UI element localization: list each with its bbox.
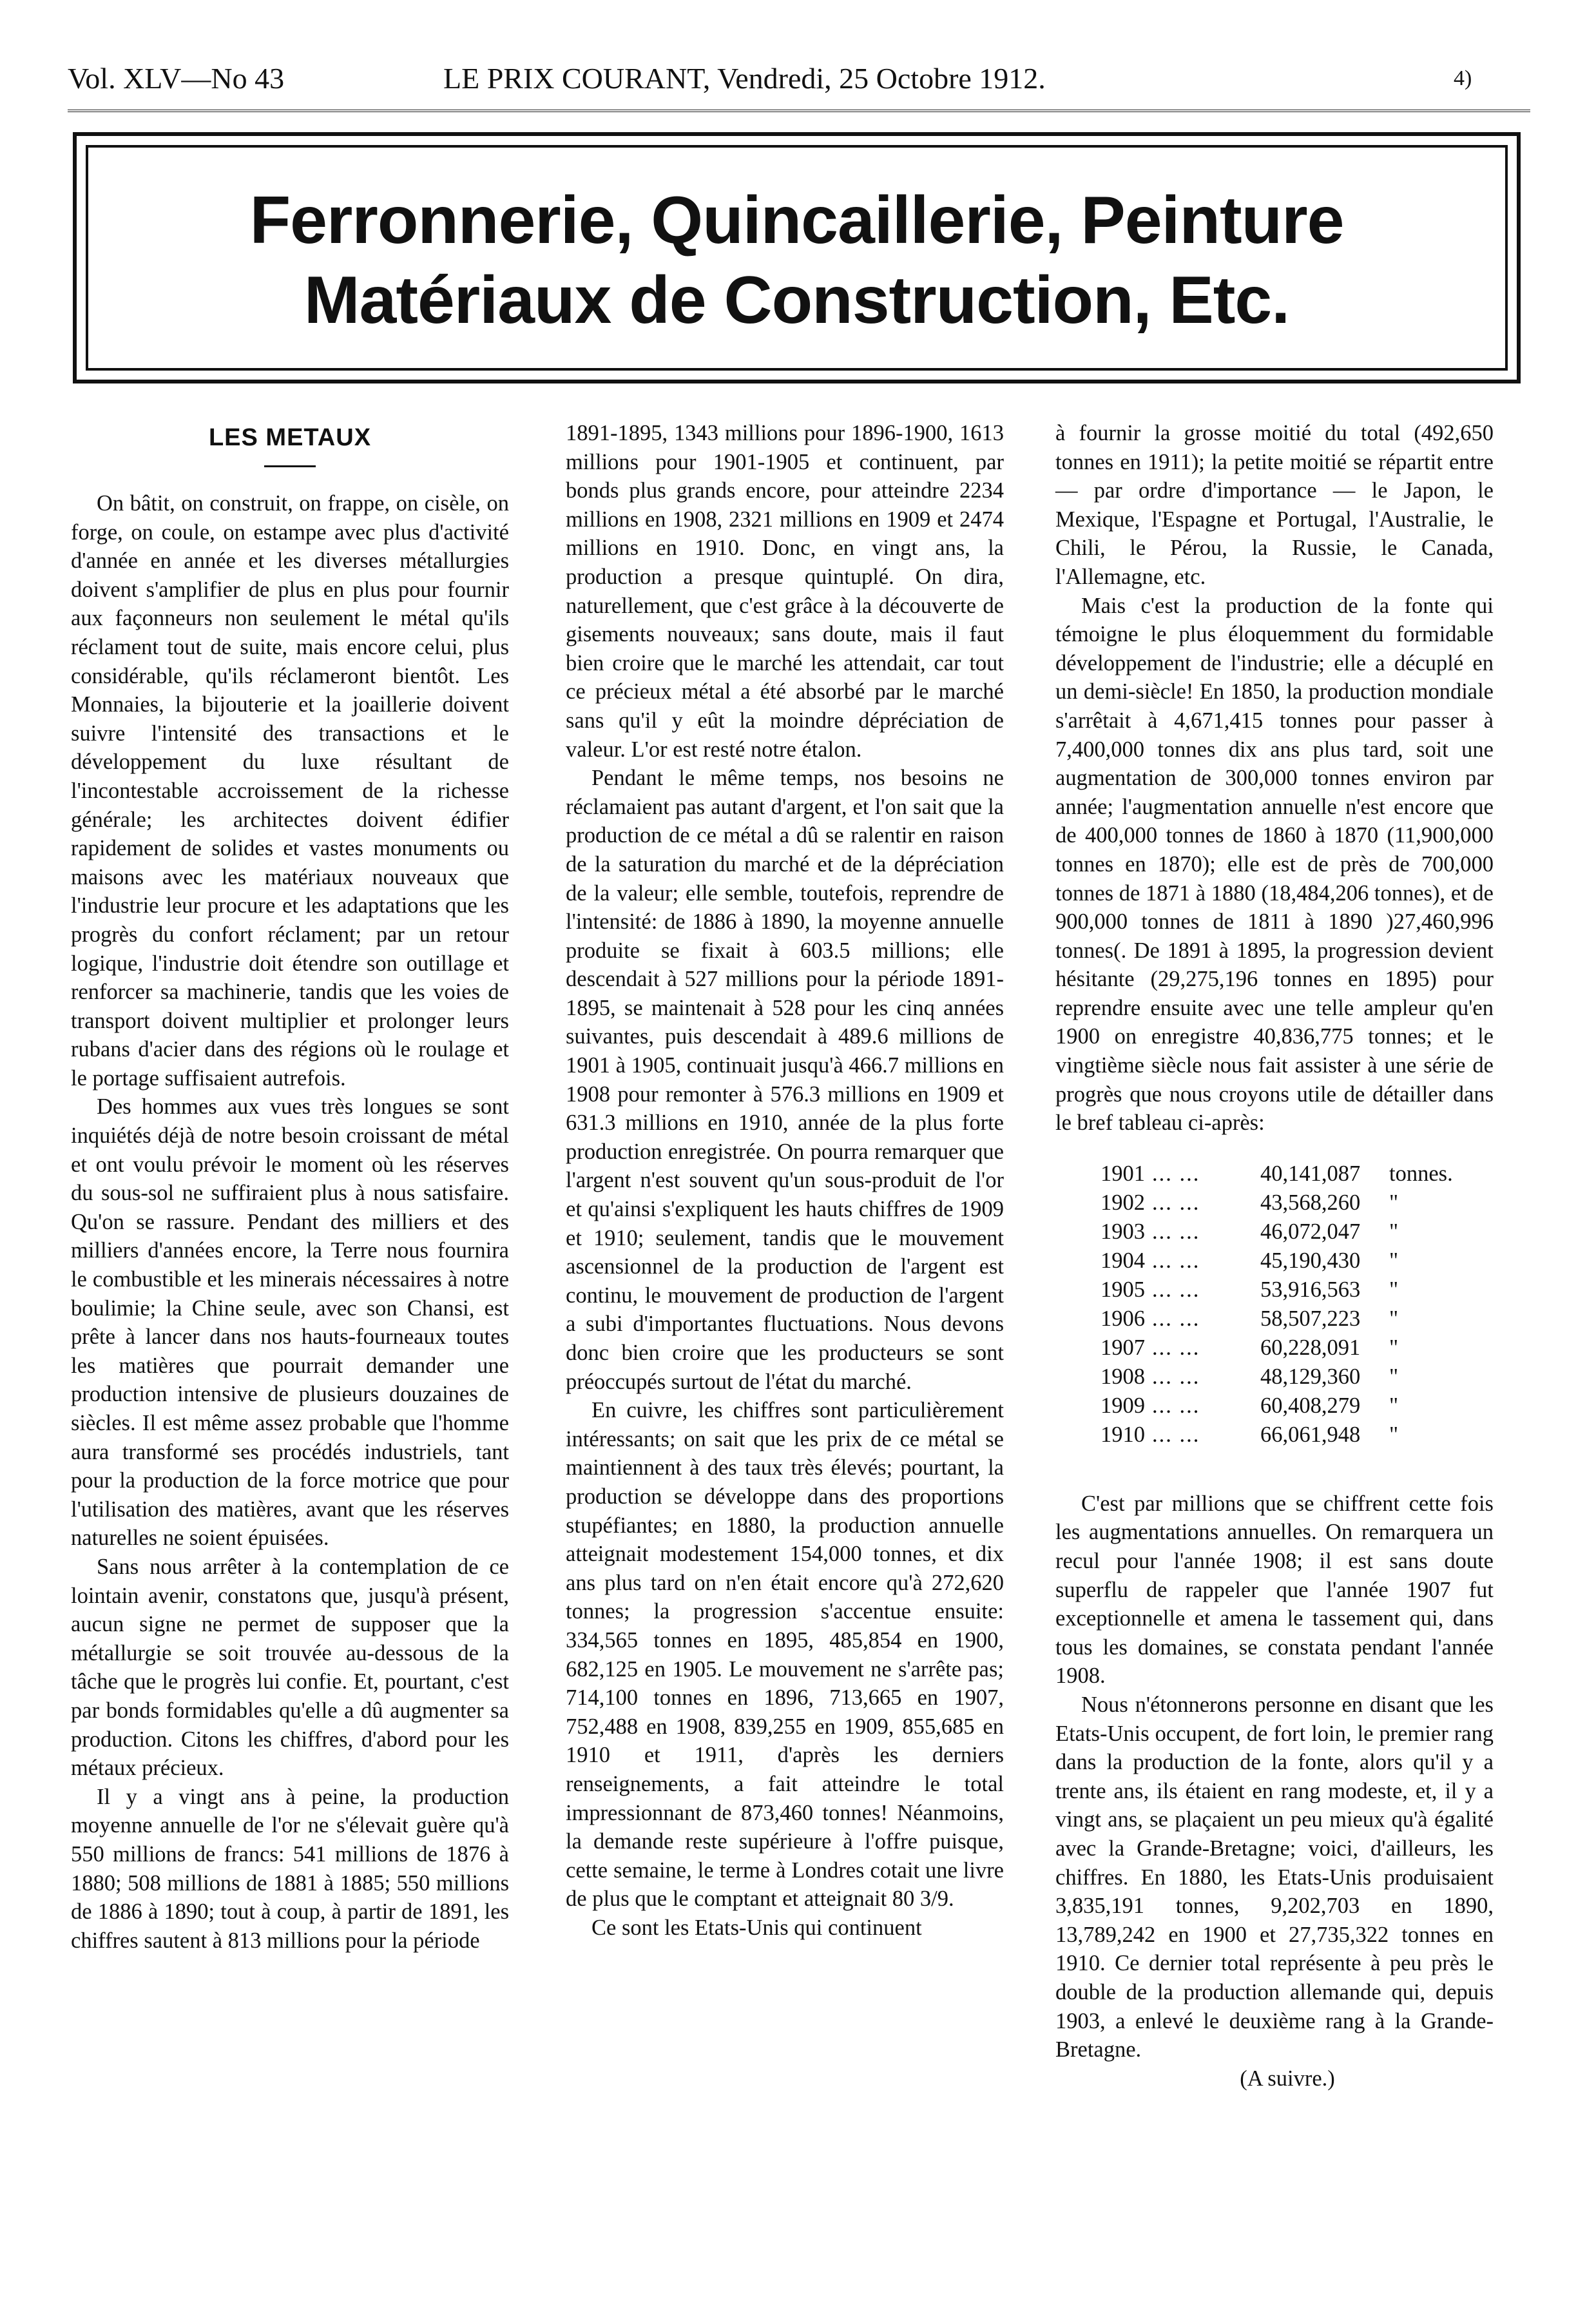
section-title-inner-frame [86, 145, 1508, 371]
table-row [1101, 1275, 1453, 1304]
column-3 [1055, 419, 1494, 2093]
table-year: 1910 [1101, 1422, 1145, 1447]
table-leader-dots: ... ... [1152, 1422, 1200, 1447]
table-ditto-mark: " [1389, 1364, 1399, 1389]
section-title-line-2: Matériaux de Construction, Etc. [303, 263, 1290, 338]
article-heading: LES METAUX [208, 424, 372, 451]
table-unit: tonnes. [1389, 1161, 1453, 1186]
table-tonnage: 58,507,223 [1260, 1306, 1361, 1331]
table-year: 1902 [1101, 1190, 1145, 1215]
table-tonnage: 40,141,087 [1260, 1161, 1361, 1186]
table-year: 1908 [1101, 1364, 1145, 1389]
table-year: 1909 [1101, 1393, 1145, 1418]
table-ditto-mark: " [1389, 1277, 1399, 1302]
page-header [0, 61, 1596, 100]
table-tonnage: 45,190,430 [1260, 1248, 1361, 1273]
table-tonnage: 53,916,563 [1260, 1277, 1361, 1302]
heading-rule [264, 465, 316, 467]
paragraph: 1891-1895, 1343 millions pour 1896-1900, 1613 millions pour 1901-1905 et continuent, par bonds plus grands encore, pour atteindre 2234 millions en 1908, 2321 millions en 1909 et 2474 millions en 1910. Donc, en vingt ans, la production a presque quintuplé. On dira, naturellement, que c'est grâce à la découverte de gisements nouveaux; sans doute, mais il faut bien croire que le marché les attendait, car tout ce précieux métal a été absorbé par le marché sans qu'il y eût la moindre dépréciation de valeur. L'or est resté notre étalon. [566, 421, 1004, 762]
page-number: 4) [1454, 66, 1472, 90]
volume-number: Vol. XLV—No 43 [68, 62, 285, 95]
table-year: 1905 [1101, 1277, 1145, 1302]
paragraph: Des hommes aux vues très longues se sont inquiétés déjà de notre besoin croissant de métal et ont voulu prévoir le moment où les réserves du sous-sol ne suffiraient plus à nous satisfaire. Qu'on se rassure. Pendant des milliers et des milliers d'années encore, la Terre nous fournira le combustible et les minerais nécessaires à notre boulimie; la Chine seule, avec son Chansi, est prête à lancer dans nos hauts-fourneaux toutes les matières que pourrait demander une production intensive de plusieurs douzaines de siècles. Il est même assez probable que l'homme aura transformé ses procédés industriels, tant pour la production de la force motrice que pour l'utilisation des matières, avant que les réserves naturelles ne soient épuisées. [71, 1094, 509, 1551]
paragraph: Pendant le même temps, nos besoins ne réclamaient pas autant d'argent, et l'on sait que la production de ce métal a dû se ralentir en raison de la saturation du marché et de la dépréciation de la valeur; elle semble, toutefois, reprendre de l'intensité: de 1886 à 1890, la moyenne annuelle produite se fixait à 603.5 millions; elle descendait à 527 millions pour la période 1891-1895, se maintenait à 528 pour les cinq années suivantes, puis descendait à 489.6 millions de 1901 à 1905, continuait jusqu'à 466.7 millions en 1908 pour remonter à 576.3 millions en 1909 et 631.3 millions en 1910, année de la plus forte production enregistrée. On pourra remarquer que l'argent n'est souvent qu'un sous-produit de l'or et qu'ainsi s'expliquent les hauts chiffres de 1909 et 1910; seulement, tandis que le mouvement ascensionnel de la production de l'argent est continu, le mouvement de production de l'argent a subi d'importantes fluctuations. Nous devons donc bien croire que les producteurs se sont préoccupés surtout de l'état du marché. [566, 766, 1004, 1394]
table-year: 1904 [1101, 1248, 1145, 1273]
table-leader-dots: ... ... [1152, 1190, 1200, 1215]
table-tonnage: 60,228,091 [1260, 1335, 1361, 1360]
cast-iron-production-table [1101, 1159, 1453, 1450]
table-leader-dots: ... ... [1152, 1277, 1200, 1302]
table-year: 1906 [1101, 1306, 1145, 1331]
paragraph: Ce sont les Etats-Unis qui continuent [591, 1915, 922, 1940]
table-tonnage: 66,061,948 [1260, 1422, 1361, 1447]
table-leader-dots: ... ... [1152, 1219, 1200, 1244]
paragraph: Nous n'étonnerons personne en disant que les Etats-Unis occupent, de fort loin, le premier rang dans la production de la fonte, alors qu'il y a trente ans, ils étaient en rang modeste, et, il y a vingt ans, se plaçaient un peu mieux qu'à égalité avec la Grande-Bretagne; voici, d'ailleurs, les chiffres. En 1880, les Etats-Unis produisaient 3,835,191 tonnes, 9,202,703 en 1890, 13,789,242 en 1900 et 27,735,322 tonnes en 1910. Ce dernier total représente à peu près le double de la production allemande qui, depuis 1903, a enlevé le deuxième rang à la Grande-Bretagne. [1055, 1692, 1494, 2062]
table-leader-dots: ... ... [1152, 1393, 1200, 1418]
table-row [1101, 1362, 1453, 1392]
table-row [1101, 1304, 1453, 1333]
table-ditto-mark: " [1389, 1335, 1399, 1360]
column-1 [71, 419, 509, 1955]
table-ditto-mark: " [1389, 1190, 1399, 1215]
paragraph: En cuivre, les chiffres sont particulièrement intéressants; on sait que les prix de ce métal se maintiennent à des taux très élevés; pourtant, la production se développe dans des proportions stupéfiantes; en 1880, la production annuelle atteignait modestement 154,000 tonnes, et dix ans plus tard on n'en était encore qu'à 272,620 tonnes; la progression s'accentue ensuite: 334,565 tonnes en 1895, 485,854 en 1900, 682,125 en 1905. Le mouvement ne s'arrête pas; 714,100 tonnes en 1896, 713,665 en 1907, 752,488 en 1908, 839,255 en 1909, 855,685 en 1910 et 1911, d'après les derniers renseignements, a fait atteindre le total impressionnant de 873,460 tonnes! Néanmoins, la demande reste supérieure à l'offre puisque, cette semaine, le terme à Londres cotait une livre de plus que le comptant et atteignait 80 3/9. [566, 1398, 1004, 1912]
table-row [1101, 1392, 1453, 1421]
table-row [1101, 1421, 1453, 1450]
table-year: 1901 [1101, 1161, 1145, 1186]
table-leader-dots: ... ... [1152, 1248, 1200, 1273]
table-tonnage: 43,568,260 [1260, 1190, 1361, 1215]
table-leader-dots: ... ... [1152, 1335, 1200, 1360]
table-row [1101, 1333, 1453, 1362]
table-leader-dots: ... ... [1152, 1306, 1200, 1331]
table-leader-dots: ... ... [1152, 1364, 1200, 1389]
table-leader-dots: ... ... [1152, 1161, 1200, 1186]
table-year: 1907 [1101, 1335, 1145, 1360]
paragraph: Sans nous arrêter à la contemplation de ce lointain avenir, constatons que, jusqu'à présent, aucun signe ne permet de supposer que la métallurgie se soit trouvée au-dessous de la tâche que le progrès lui confie. Et, pourtant, c'est par bonds formidables qu'elle a dû augmenter sa production. Citons les chiffres, d'abord pour les métaux précieux. [71, 1554, 509, 1781]
table-row [1101, 1246, 1453, 1275]
table-ditto-mark: " [1389, 1306, 1399, 1331]
table-tonnage: 46,072,047 [1260, 1219, 1361, 1244]
paragraph: Mais c'est la production de la fonte qui témoigne le plus éloquemment du formidable développement de l'industrie; elle a décuplé en un demi-siècle! En 1850, la production mondiale s'arrêtait à 4,671,415 tonnes pour passer à 7,400,000 tonnes dix ans plus tard, soit une augmentation de 300,000 tonnes environ par année; l'augmentation annuelle n'est encore que de 400,000 tonnes de 1860 à 1870 (11,900,000 tonnes en 1870); elle est de près de 700,000 tonnes de 1871 à 1880 (18,484,206 tonnes), et de 900,000 tonnes de 1811 à 1890 )27,460,996 tonnes(. De 1891 à 1895, la progression devient hésitante (29,275,196 tonnes en 1895) pour reprendre ensuite avec une telle ampleur qu'en 1900 on enregistre 40,836,775 tonnes; et le vingtième siècle nous fait assister à une série de progrès que nous croyons utile de détailler dans le bref tableau ci-après: [1055, 593, 1494, 1136]
column-2 [566, 419, 1004, 1942]
paragraph: à fournir la grosse moitié du total (492,650 tonnes en 1911); la petite moitié se répartit entre — par ordre d'importance — le Japon, le Mexique, l'Espagne et Portugal, l'Australie, le Chili, le Pérou, la Russie, le Canada, l'Allemagne, etc. [1055, 421, 1494, 589]
table-ditto-mark: " [1389, 1422, 1399, 1447]
table-ditto-mark: " [1389, 1248, 1399, 1273]
table-ditto-mark: " [1389, 1219, 1399, 1244]
paragraph: On bâtit, on construit, on frappe, on cisèle, on forge, on coule, on estampe avec plus d'activité d'année en année et les diverses métallurgies doivent s'amplifier de plus en plus pour fournir aux façonneurs non seulement le métal qu'ils réclament tout de suite, mais encore celui, plus considérable, qu'ils réclameront bientôt. Les Monnaies, la bijouterie et la joaillerie doivent suivre l'intensité des transactions et le développement du luxe résultant de l'incontestable accroissement de la richesse générale; les architectes doivent édifier rapidement de solides et vastes monuments ou maisons avec les matériaux nouveaux que l'industrie leur procure et les adaptations que les progrès du confort réclament; par un retour logique, l'industrie doit étendre son outillage et renforcer sa machinerie, tandis que les voies de transport doivent multiplier et prolonger leurs rubans d'acier dans des régions où le roulage et le portage suffisaient autrefois. [71, 491, 509, 1091]
section-title-line-1: Ferronnerie, Quincaillerie, Peinture [249, 183, 1344, 258]
table-tonnage: 48,129,360 [1260, 1364, 1361, 1389]
table-row [1101, 1188, 1453, 1217]
publication-line: LE PRIX COURANT, Vendredi, 25 Octobre 1912. [443, 62, 1046, 95]
table-ditto-mark: " [1389, 1393, 1399, 1418]
section-title-box [73, 132, 1521, 383]
paragraph: Il y a vingt ans à peine, la production moyenne annuelle de l'or ne s'élevait guère qu'à 550 millions de francs: 541 millions de 1876 à 1880; 508 millions de 1881 à 1885; 550 millions de 1886 à 1890; tout à coup, à partir de 1891, les chiffres sautent à 813 millions pour la période [71, 1784, 509, 1953]
paragraph: C'est par millions que se chiffrent cette fois les augmentations annuelles. On remarquera un recul pour l'année 1908; il est sans doute superflu de rappeler que l'année 1907 fut exceptionnelle et amena le tassement qui, dans tous les domaines, se constata pendant l'année 1908. [1055, 1491, 1494, 1689]
header-rule [68, 110, 1530, 112]
table-row [1101, 1159, 1453, 1188]
table-tonnage: 60,408,279 [1260, 1393, 1361, 1418]
to-be-continued: (A suivre.) [1240, 2066, 1335, 2091]
table-row [1101, 1217, 1453, 1246]
table-year: 1903 [1101, 1219, 1145, 1244]
